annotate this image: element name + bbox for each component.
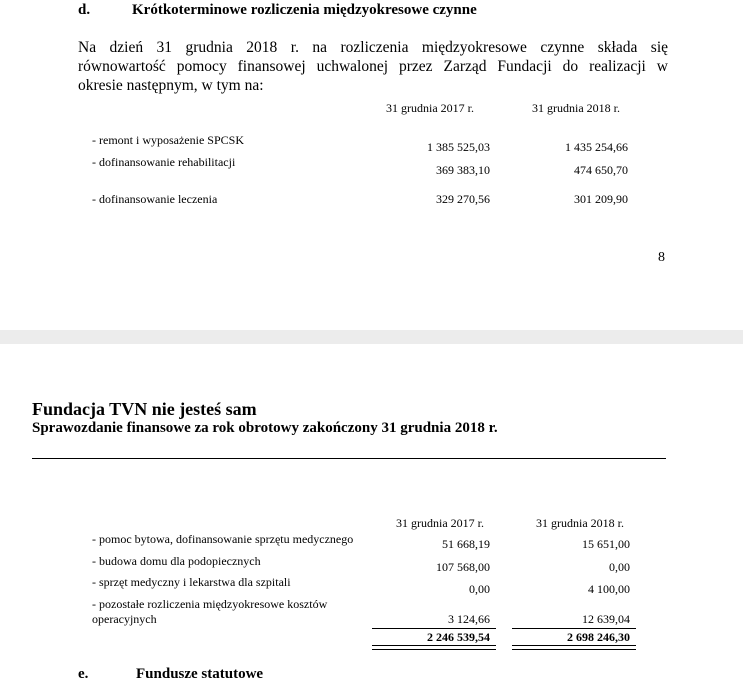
double-underline-2018 (512, 645, 636, 650)
next-section-title: Fundusze statutowe (136, 666, 264, 682)
row-value-2017-rehabilitacja: 369 383,10 (436, 163, 490, 177)
row-value-2018-sprzet-medyczny: 4 100,00 (588, 582, 630, 596)
paragraph-line-1: Na dzień 31 grudnia 2018 r. na rozliczenia międzyokresowe czynne składa się (78, 39, 668, 56)
row-value-2018-pomoc-bytowa: 15 651,00 (582, 537, 630, 551)
report-subtitle: Sprawozdanie finansowe za rok obrotowy zakończony 31 grudnia 2018 r. (32, 420, 498, 436)
row-label-budowa-domu: - budowa domu dla podopiecznych (92, 554, 261, 568)
double-underline-2017 (372, 645, 496, 650)
document-page-2 (0, 344, 743, 682)
column-header-2018: 31 grudnia 2018 r. (536, 516, 624, 530)
row-value-2017-budowa-domu: 107 568,00 (436, 560, 490, 574)
page-number: 8 (658, 250, 665, 265)
row-label-remont: - remont i wyposażenie SPCSK (92, 133, 244, 147)
column-header-2017: 31 grudnia 2017 r. (386, 101, 474, 115)
paragraph-line-3: okresie następnym, w tym na: (78, 77, 264, 94)
column-header-2018: 31 grudnia 2018 r. (532, 101, 620, 115)
section-title: Krótkoterminowe rozliczenia międzyokresowe czynne (132, 2, 477, 18)
row-value-2018-pozostale: 12 639,04 (582, 612, 630, 626)
header-rule (32, 458, 666, 459)
row-label-rehabilitacja: - dofinansowanie rehabilitacji (92, 155, 236, 169)
total-2018: 2 698 246,30 (567, 630, 630, 644)
row-label-pomoc-bytowa: - pomoc bytowa, dofinansowanie sprzętu medycznego (92, 532, 354, 546)
total-2017: 2 246 539,54 (427, 630, 490, 644)
row-value-2017-sprzet-medyczny: 0,00 (469, 582, 490, 596)
next-section-letter: e. (78, 666, 89, 682)
organization-name: Fundacja TVN nie jesteś sam (32, 399, 257, 419)
document-page-1 (0, 0, 743, 330)
row-value-2017-remont: 1 385 525,03 (427, 140, 490, 154)
row-label-pozostale-line1: - pozostałe rozliczenia międzyokresowe kosztów (92, 597, 328, 611)
row-label-sprzet-medyczny: - sprzęt medyczny i lekarstwa dla szpitali (92, 575, 291, 589)
column-header-2017: 31 grudnia 2017 r. (396, 516, 484, 530)
sum-line-2018 (512, 628, 636, 629)
row-value-2018-budowa-domu: 0,00 (609, 560, 630, 574)
paragraph-line-2: równowartość pomocy finansowej uchwalonej przez Zarząd Fundacji do realizacji w (78, 58, 668, 75)
row-value-2017-pozostale: 3 124,66 (448, 612, 490, 626)
row-value-2018-remont: 1 435 254,66 (565, 140, 628, 154)
row-label-pozostale-line2: operacyjnych (92, 612, 157, 626)
page-gap (0, 330, 743, 344)
row-value-2017-pomoc-bytowa: 51 668,19 (442, 537, 490, 551)
row-label-leczenie: - dofinansowanie leczenia (92, 192, 218, 206)
sum-line-2017 (372, 628, 496, 629)
row-value-2018-leczenie: 301 209,90 (574, 192, 628, 206)
row-value-2017-leczenie: 329 270,56 (436, 192, 490, 206)
section-letter: d. (78, 2, 91, 18)
row-value-2018-rehabilitacja: 474 650,70 (574, 163, 628, 177)
